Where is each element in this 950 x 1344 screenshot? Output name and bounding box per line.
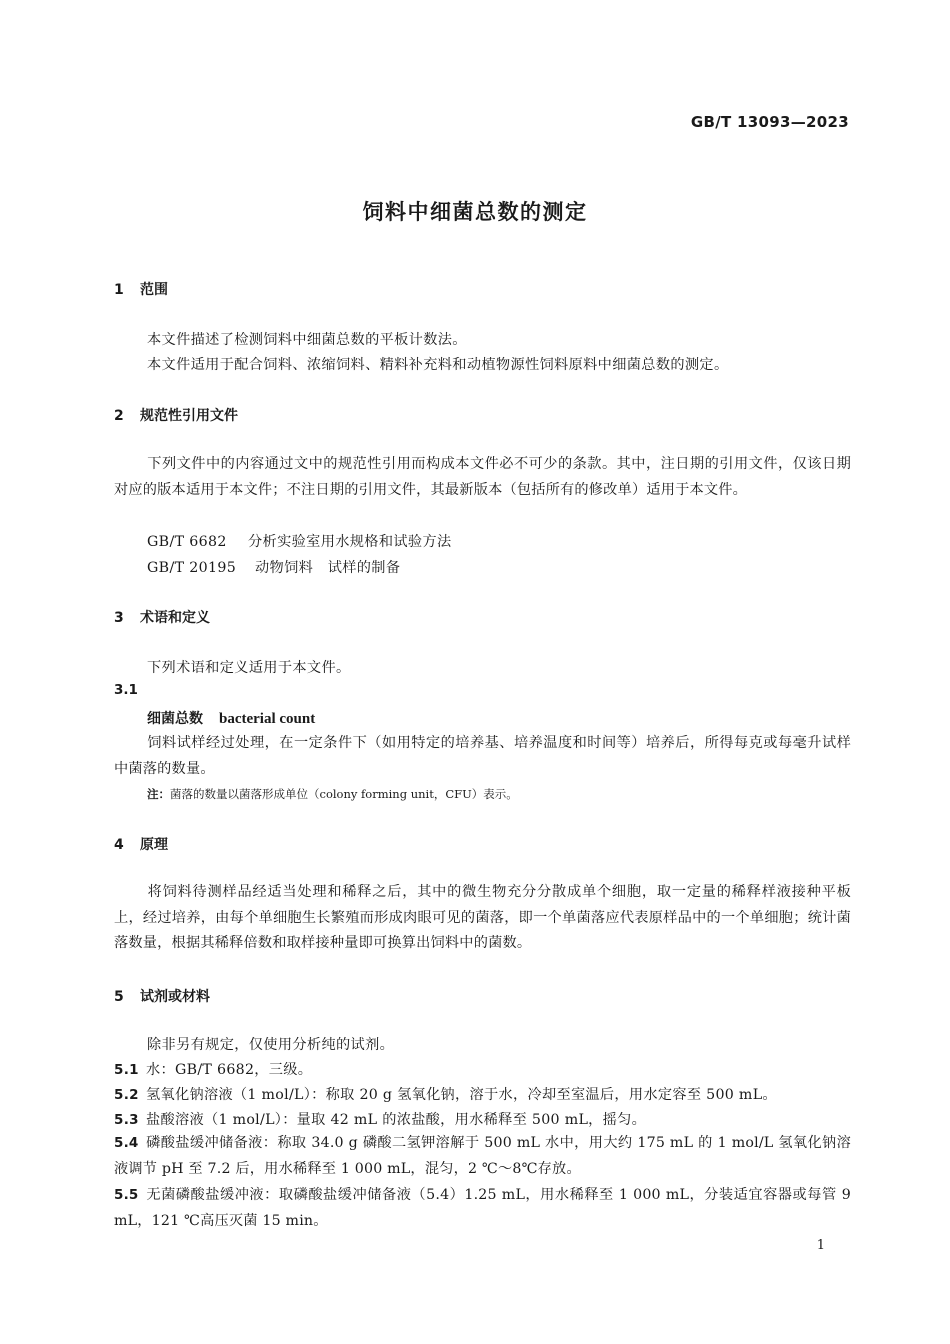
principle-text: 将饲料待测样品经适当处理和稀释之后，其中的微生物充分分散成单个细胞，取一定量的稀释样液接种平板上，经过培养，由每个单细胞生长繁殖而形成肉眼可见的菌落，即一个单菌落应代表原样品中的一个单细胞；统计菌落数量，根据其稀释倍数和取样接种量即可换算出饲料中的菌数。	[114, 884, 851, 951]
section-title: 规范性引用文件	[140, 408, 238, 424]
reagent-number: 5.1	[114, 1062, 139, 1078]
section-heading-normative	[114, 405, 238, 425]
terms-intro: 下列术语和定义适用于本文件。	[147, 660, 351, 676]
reagent-number: 5.2	[114, 1087, 139, 1103]
note-label: 注：	[147, 787, 170, 801]
normative-intro	[114, 452, 851, 503]
reference-code: GB/T 6682	[147, 534, 227, 550]
reagent-item	[114, 1084, 777, 1104]
section-heading-reagents	[114, 986, 210, 1006]
term-english: bacterial count	[219, 711, 316, 727]
reagent-text: 盐酸溶液（1 mol/L）：量取 42 mL 的浓盐酸，用水稀释至 500 mL，摇匀。	[146, 1112, 647, 1128]
normative-intro-text: 下列文件中的内容通过文中的规范性引用而构成本文件必不可少的条款。其中，注日期的引用文件，仅该日期对应的版本适用于本文件；不注日期的引用文件，其最新版本（包括所有的修改单）适用于本文件。	[114, 456, 851, 498]
reagent-number: 5.3	[114, 1112, 139, 1128]
reagent-item	[114, 1183, 851, 1234]
reagent-item	[114, 1059, 312, 1079]
section-title: 术语和定义	[140, 610, 210, 626]
principle-paragraph	[114, 880, 851, 957]
term-chinese: 细菌总数	[147, 711, 203, 727]
reagent-text: 无菌磷酸盐缓冲液：取磷酸盐缓冲储备液（5.4）1.25 mL，用水稀释至 1 000 mL，分装适宜容器或每管 9 mL，121 ℃高压灭菌 15 min。	[114, 1187, 851, 1229]
section-heading-principle	[114, 834, 168, 854]
section-number: 5	[114, 989, 124, 1005]
reagent-text: 氢氧化钠溶液（1 mol/L）：称取 20 g 氢氧化钠，溶于水，冷却至室温后，用水定容至 500 mL。	[146, 1087, 777, 1103]
reagent-text: 磷酸盐缓冲储备液：称取 34.0 g 磷酸二氢钾溶解于 500 mL 水中，用大约 175 mL 的 1 mol/L 氢氧化钠溶液调节 pH 至 7.2 后，用水稀释至 1 000 mL，混匀，2 ℃～8℃存放。	[114, 1135, 851, 1177]
reagent-number: 5.5	[114, 1187, 139, 1203]
term-definition-text: 饲料试样经过处理，在一定条件下（如用特定的培养基、培养温度和时间等）培养后，所得每克或每毫升试样中菌落的数量。	[114, 735, 851, 777]
reagent-item	[114, 1109, 646, 1129]
note-text: 菌落的数量以菌落形成单位（colony forming unit，CFU）表示。	[170, 787, 518, 801]
section-heading-scope	[114, 279, 168, 299]
reference-item	[147, 557, 400, 577]
reagent-text: 水：GB/T 6682，三级。	[146, 1062, 313, 1078]
term-clause-number: 3.1	[114, 682, 138, 698]
section-number: 4	[114, 837, 124, 853]
page-number: 1	[816, 1238, 825, 1253]
reference-title: 分析实验室用水规格和试验方法	[248, 534, 452, 550]
reference-code: GB/T 20195	[147, 560, 237, 576]
document-title: 饲料中细菌总数的测定	[362, 200, 588, 224]
reagents-intro: 除非另有规定，仅使用分析纯的试剂。	[147, 1037, 395, 1053]
scope-paragraph-1: 本文件描述了检测饲料中细菌总数的平板计数法。	[147, 332, 467, 348]
section-number: 1	[114, 282, 124, 298]
standard-number: GB/T 13093—2023	[690, 113, 849, 131]
reagent-item	[114, 1131, 851, 1182]
section-number: 3	[114, 610, 124, 626]
reference-title: 动物饲料 试样的制备	[255, 560, 401, 576]
reagent-number: 5.4	[114, 1135, 139, 1151]
section-title: 试剂或材料	[140, 989, 210, 1005]
term-definition	[114, 731, 851, 782]
section-number: 2	[114, 408, 124, 424]
section-title: 范围	[140, 282, 168, 298]
term-note	[147, 786, 518, 802]
term-entry	[147, 708, 315, 728]
reference-item	[147, 531, 452, 551]
section-title: 原理	[140, 837, 168, 853]
section-heading-terms	[114, 607, 210, 627]
scope-paragraph-2: 本文件适用于配合饲料、浓缩饲料、精料补充料和动植物源性饲料原料中细菌总数的测定。	[147, 357, 729, 373]
